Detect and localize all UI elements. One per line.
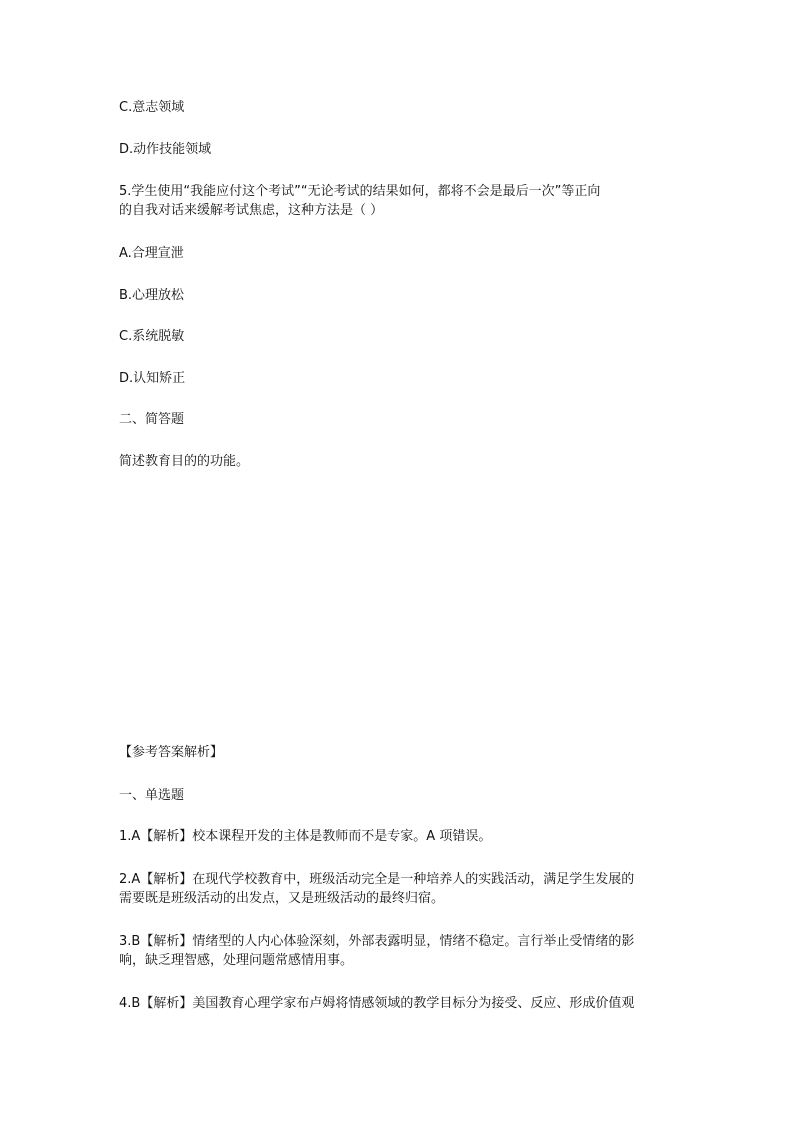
answers-section: 一、单选题 xyxy=(119,788,185,803)
answer-2-line2: 需要既是班级活动的出发点，又是班级活动的最终归宿。 xyxy=(119,891,445,906)
q5-option-c: C.系统脱敏 xyxy=(119,329,185,344)
short-answer-question: 简述教育目的的功能。 xyxy=(119,454,250,469)
q4-option-c: C.意志领域 xyxy=(119,100,185,115)
answer-2-line1: 2.A【解析】在现代学校教育中，班级活动完全是一种培养人的实践活动，满足学生发展的 xyxy=(119,872,635,887)
answer-3-line2: 响，缺乏理智感，处理问题常感情用事。 xyxy=(119,953,354,968)
answer-4-line1: 4.B【解析】美国教育心理学家布卢姆将情感领域的教学目标分为接受、反应、形成价值观 xyxy=(119,996,635,1011)
answer-1: 1.A【解析】校本课程开发的主体是教师而不是专家。A 项错误。 xyxy=(119,829,492,844)
q4-option-d: D.动作技能领域 xyxy=(119,142,212,157)
short-answer-section-title: 二、简答题 xyxy=(119,412,185,427)
q5-stem-line2: 的自我对话来缓解考试焦虑，这种方法是（ ） xyxy=(119,203,384,218)
q5-option-d: D.认知矫正 xyxy=(119,371,186,386)
answer-3-line1: 3.B【解析】情绪型的人内心体验深刻，外部表露明显，情绪不稳定。言行举止受情绪的影 xyxy=(119,934,635,949)
q5-option-a: A.合理宣泄 xyxy=(119,246,184,261)
q5-stem-line1: 5.学生使用“我能应付这个考试”“无论考试的结果如何，都将不会是最后一次”等正向 xyxy=(119,184,601,199)
answers-title: 【参考答案解析】 xyxy=(119,745,224,760)
q5-option-b: B.心理放松 xyxy=(119,288,185,303)
